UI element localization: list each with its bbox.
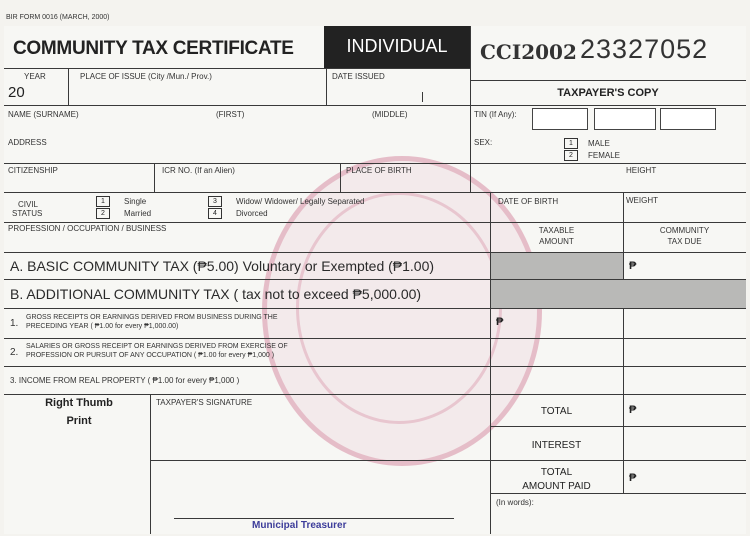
tin-label: TIN (If Any): [474,110,517,119]
interest-label: INTEREST [531,440,582,451]
address-label: ADDRESS [8,138,47,147]
divorced-checkbox[interactable]: 4 [208,208,222,219]
serial-number: 23327052 [580,34,709,64]
male-checkbox[interactable]: 1 [564,138,578,149]
additional-community-tax-label: B. ADDITIONAL COMMUNITY TAX ( tax not to exceed ₱5,000.00) [10,286,422,302]
additional-tax-shaded-cell [491,280,746,308]
single-checkbox[interactable]: 1 [96,196,110,207]
amount-label: AMOUNT [539,237,574,246]
divorced-label: Divorced [236,209,268,218]
year-value[interactable]: 20 [8,84,25,101]
profession-label: PROFESSION / OCCUPATION / BUSINESS [8,224,167,233]
married-label: Married [124,209,152,218]
item-2-line-1: SALARIES OR GROSS RECEIPT OR EARNINGS DERIVED FROM EXERCISE OF [26,343,288,350]
female-label: FEMALE [588,151,621,160]
height-label: HEIGHT [626,166,657,175]
taxpayers-copy-label: TAXPAYER'S COPY [557,87,659,99]
tax-due-label: TAX DUE [667,237,702,246]
citizenship-label: CITIZENSHIP [8,166,58,175]
civil-label: CIVIL [18,200,39,209]
total-peso-sign: ₱ [629,404,637,416]
male-label: MALE [588,139,610,148]
widow-checkbox[interactable]: 3 [208,196,222,207]
surname-label: NAME (SURNAME) [8,110,79,119]
taxable-label: TAXABLE [538,226,575,235]
widow-label: Widow/ Widower/ Legally Separated [236,197,365,206]
tin-box-3[interactable] [660,108,716,130]
item-1-line-2: PRECEDING YEAR ( ₱1.00 for every ₱1,000.00) [26,323,179,330]
signature-label: TAXPAYER'S SIGNATURE [156,398,253,407]
item-2-line-2: PROFESSION OR PURSUIT OF ANY OCCUPATION ( ₱1.00 for every ₱1,000 ) [26,352,275,359]
in-words-label: (In words): [496,498,534,507]
place-of-issue-label: PLACE OF ISSUE (City /Mun./ Prov.) [80,72,212,81]
basic-community-tax-label: A. BASIC COMMUNITY TAX (₱5.00) Voluntary or Exempted (₱1.00) [10,258,435,274]
basic-tax-peso-sign: ₱ [629,260,637,272]
date-issued-label: DATE ISSUED [332,72,385,81]
year-label: YEAR [24,72,46,81]
certificate-form [4,26,746,534]
municipal-treasurer-label: Municipal Treasurer [252,520,347,531]
total-paid-label-2: AMOUNT PAID [522,481,591,492]
place-of-birth-label: PLACE OF BIRTH [346,166,412,175]
weight-label: WEIGHT [626,196,658,205]
item-1-line-1: GROSS RECEIPTS OR EARNINGS DERIVED FROM BUSINESS DURING THE [26,314,278,321]
item-3-label: 3. INCOME FROM REAL PROPERTY ( ₱1.00 for every ₱1,000 ) [10,376,240,385]
sex-label: SEX: [474,138,493,147]
tin-box-2[interactable] [594,108,656,130]
female-checkbox[interactable]: 2 [564,150,578,161]
total-paid-label-1: TOTAL [540,467,573,478]
total-paid-peso-sign: ₱ [629,472,637,484]
certificate-title: COMMUNITY TAX CERTIFICATE [13,38,294,59]
form-number: BIR FORM 0016 (MARCH, 2000) [6,14,110,21]
tin-box-1[interactable] [532,108,588,130]
series-code: CCI2002 [480,40,577,64]
single-label: Single [124,197,147,206]
individual-label: INDIVIDUAL [346,36,448,56]
icr-label: ICR NO. (If an Alien) [162,166,235,175]
first-name-label: (FIRST) [216,110,245,119]
date-of-birth-label: DATE OF BIRTH [498,197,559,206]
item-1-number: 1. [10,318,19,329]
community-label: COMMUNITY [659,226,710,235]
item-2-number: 2. [10,347,19,358]
total-label: TOTAL [540,406,573,417]
status-label: STATUS [12,209,43,218]
basic-tax-shaded-cell [491,253,623,279]
right-thumb-label: Right Thumb [45,397,113,409]
married-checkbox[interactable]: 2 [96,208,110,219]
middle-name-label: (MIDDLE) [372,110,408,119]
item-1-peso-sign: ₱ [496,316,504,328]
print-label: Print [66,415,92,427]
